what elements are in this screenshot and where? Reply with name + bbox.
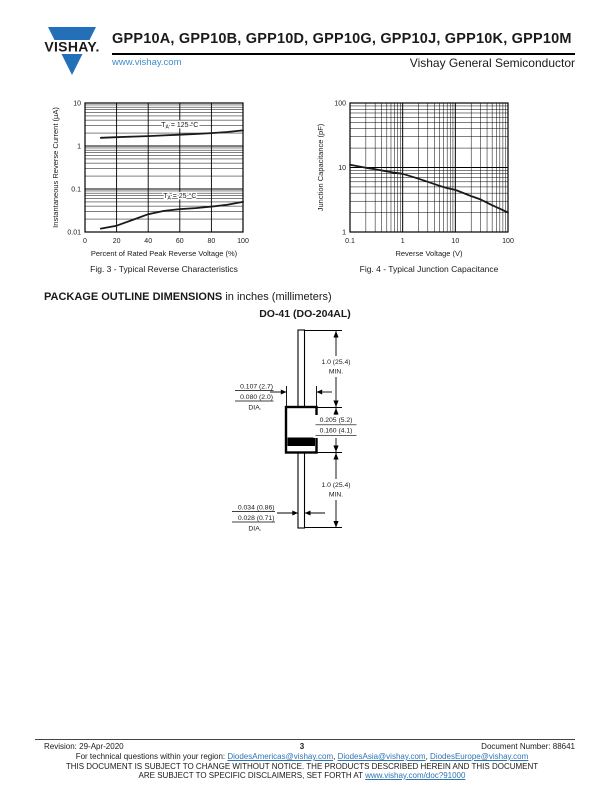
cathode-band — [288, 438, 316, 447]
section-heading-rest: in inches (millimeters) — [222, 291, 332, 303]
brand-name: Vishay General Semiconductor — [409, 56, 575, 70]
package-title: DO-41 (DO-204AL) — [259, 308, 351, 320]
dim-lead-top-min: MIN. — [328, 368, 344, 376]
chart-svg — [45, 95, 295, 265]
svg-text:1: 1 — [400, 238, 405, 245]
dim-lead-dia-min: 0.028 (0.71) — [237, 514, 275, 522]
svg-text:0.1: 0.1 — [345, 238, 355, 245]
dim-lead-top-value: 1.0 (25.4) — [321, 359, 351, 366]
svg-text:10: 10 — [338, 165, 346, 172]
series-curve — [350, 165, 508, 213]
footer-disclaimer-2-text: ARE SUBJECT TO SPECIFIC DISCLAIMERS, SET FORTH AT — [138, 771, 366, 780]
dim-lead-dia-suffix: DIA. — [248, 525, 262, 533]
top-lead — [298, 330, 305, 408]
footer-email-link[interactable]: DiodesAsia@vishay.com — [337, 752, 426, 761]
page-number: 3 — [299, 742, 305, 751]
footer-emails: DiodesAmericas@vishay.com, DiodesAsia@vishay.com, DiodesEurope@vishay.com — [227, 752, 529, 761]
footer-email-link[interactable]: DiodesAmericas@vishay.com — [227, 752, 334, 761]
dim-body-dia-suffix: DIA. — [248, 404, 262, 412]
svg-text:0.1: 0.1 — [71, 186, 81, 194]
footer-email-link[interactable]: DiodesEurope@vishay.com — [430, 752, 529, 761]
title-rule — [112, 53, 575, 55]
dim-lead-bottom-min: MIN. — [328, 491, 344, 499]
section-heading — [44, 291, 332, 303]
chart-svg — [310, 95, 560, 265]
footer-doc-number: Document Number: 88641 — [481, 742, 575, 751]
svg-text:0: 0 — [83, 238, 87, 245]
section-heading-bold: PACKAGE OUTLINE DIMENSIONS — [44, 291, 223, 303]
fig3-chart — [45, 95, 295, 270]
curve-label: $T_A = 25$ °C — [163, 192, 197, 202]
svg-text:Junction Capacitance (pF): Junction Capacitance (pF) — [316, 123, 325, 212]
vishay-url-link[interactable]: www.vishay.com — [112, 57, 182, 68]
page-title: GPP10A, GPP10B, GPP10D, GPP10G, GPP10J, GPP10K, GPP10M — [112, 31, 572, 47]
dim-body-length-max: 0.205 (5.2) — [319, 417, 353, 424]
svg-text:1: 1 — [77, 143, 81, 151]
svg-text:Percent of Rated Peak Reverse: Percent of Rated Peak Reverse Voltage (%) — [90, 249, 238, 258]
curve-label: $T_A = 125$ °C — [161, 122, 199, 131]
footer-disclaimer-1: THIS DOCUMENT IS SUBJECT TO CHANGE WITHOUT NOTICE. THE PRODUCTS DESCRIBED HEREIN AND THIS DOCUMENT — [65, 762, 539, 771]
vishay-logo — [36, 27, 108, 77]
bottom-lead — [298, 452, 305, 528]
svg-text:10: 10 — [451, 238, 460, 245]
package-outline-drawing — [225, 306, 400, 538]
dim-body-dia-max: 0.107 (2.7) — [240, 383, 273, 391]
footer-revision: Revision: 29-Apr-2020 — [44, 742, 124, 751]
dim-lead-bottom-value: 1.0 (25.4) — [321, 482, 351, 489]
svg-text:Instantaneous Reverse Current: Instantaneous Reverse Current (µA) — [51, 107, 60, 228]
svg-text:10: 10 — [73, 100, 81, 108]
svg-text:0.01: 0.01 — [67, 229, 81, 237]
svg-text:80: 80 — [207, 238, 216, 245]
fig3-caption: Fig. 3 - Typical Reverse Characteristics — [90, 264, 238, 274]
fig4-caption: Fig. 4 - Typical Junction Capacitance — [359, 264, 499, 274]
svg-text:100: 100 — [334, 100, 346, 108]
svg-text:Reverse Voltage (V): Reverse Voltage (V) — [395, 249, 463, 258]
series-curve — [101, 130, 243, 137]
fig4-chart — [310, 95, 560, 270]
svg-text:60: 60 — [175, 238, 184, 245]
footer-rule — [35, 739, 575, 740]
svg-text:100: 100 — [502, 238, 514, 245]
dim-body-dia-min: 0.080 (2.0) — [240, 393, 273, 401]
svg-text:1: 1 — [342, 229, 346, 237]
footer-disclaimer-link[interactable]: www.vishay.com/doc?91000 — [365, 771, 466, 780]
svg-text:100: 100 — [237, 238, 249, 245]
dim-lead-dia-max: 0.034 (0.86) — [237, 504, 275, 512]
footer-tech-line — [0, 752, 604, 761]
svg-text:20: 20 — [112, 238, 121, 245]
dim-body-length-min: 0.160 (4.1) — [319, 427, 353, 435]
logo-wordmark: VISHAY. — [44, 38, 100, 55]
svg-text:40: 40 — [144, 238, 153, 245]
footer-disclaimer-2 — [0, 771, 604, 780]
footer-tech-prefix: For technical questions within your region: — [75, 752, 228, 761]
